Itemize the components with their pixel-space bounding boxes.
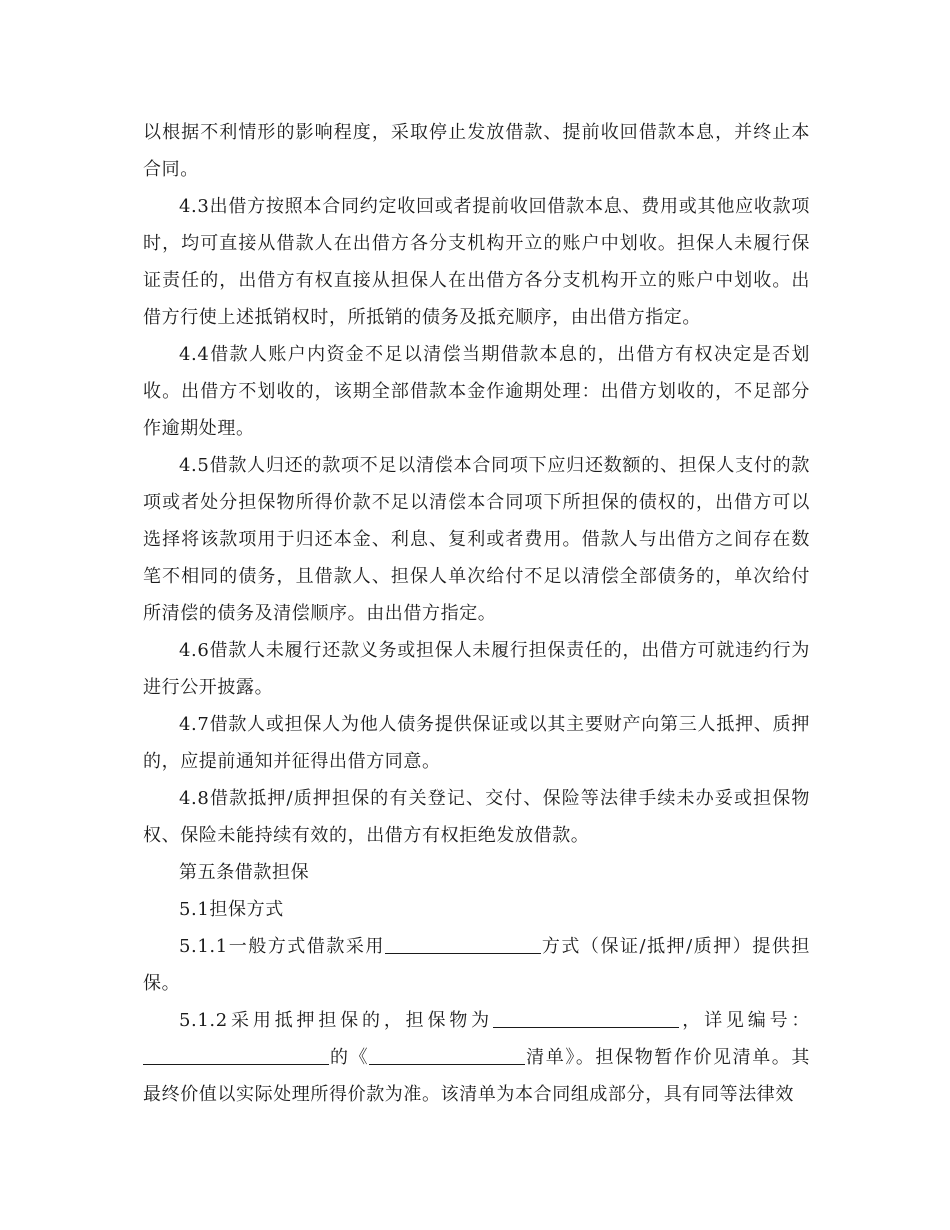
paragraph: 4.3出借方按照本合同约定收回或者提前收回借款本息、费用或其他应收款项时，均可直接从借款人在出借方各分支机构开立的账户中划收。担保人未履行保证责任的，出借方有权直接从担保人在出借方各分支机构开立的账户中划收。出借方行使上述抵销权时，所抵销的债务及抵充顺序，由出借方指定。 (143, 196, 810, 328)
paragraph: 4.6借款人未履行还款义务或担保人未履行担保责任的，出借方可就违约行为进行公开披露。 (143, 640, 810, 698)
blank-ref-number (143, 1046, 329, 1065)
blank-list-name (369, 1046, 525, 1065)
paragraph: 4.8借款抵押/质押担保的有关登记、交付、保险等法律手续未办妥或担保物权、保险未能持续有效的，出借方有权拒绝发放借款。 (143, 788, 810, 846)
clause-5-1-2-ref: ，详见编号： (679, 1010, 811, 1031)
paragraph: 5.1担保方式 (179, 899, 284, 920)
blank-collateral (493, 1009, 679, 1028)
clause-5-1-2-of: 的《 (329, 1047, 370, 1068)
paragraph-5-1-2 (143, 1002, 810, 1113)
clause-5-1-1-tail: 方式（保证/抵押/质押）提供担保。 (143, 936, 810, 994)
paragraph-5-1-1 (143, 928, 810, 1002)
paragraph-list (143, 114, 810, 928)
clause-5-1-1-lead: 5.1.1一般方式借款采用 (179, 936, 385, 957)
paragraph: 第五条借款担保 (179, 862, 310, 883)
paragraph: 以根据不利情形的影响程度，采取停止发放借款、提前收回借款本息，并终止本合同。 (143, 122, 810, 180)
paragraph: 4.4借款人账户内资金不足以清偿当期借款本息的，出借方有权决定是否划收。出借方不划收的，该期全部借款本金作逾期处理：出借方划收的，不足部分作逾期处理。 (143, 344, 810, 439)
clause-5-1-2-lead: 5.1.2采用抵押担保的，担保物为 (179, 1010, 494, 1031)
clause-5-1-2-tail: 清单》。担保物暂作价见清单。其最终价值以实际处理所得价款为准。该清单为本合同组成部分，具有同等法律效 (143, 1047, 811, 1105)
paragraph: 4.5借款人归还的款项不足以清偿本合同项下应归还数额的、担保人支付的款项或者处分担保物所得价款不足以清偿本合同项下所担保的债权的，出借方可以选择将该款项用于归还本金、利息、复利或者费用。借款人与出借方之间存在数笔不相同的债务，且借款人、担保人单次给付不足以清偿全部债务的，单次给付所清偿的债务及清偿顺序。由出借方指定。 (143, 455, 810, 624)
paragraph: 4.7借款人或担保人为他人债务提供保证或以其主要财产向第三人抵押、质押的，应提前通知并征得出借方同意。 (143, 714, 810, 772)
blank-guarantee-method (385, 935, 541, 954)
